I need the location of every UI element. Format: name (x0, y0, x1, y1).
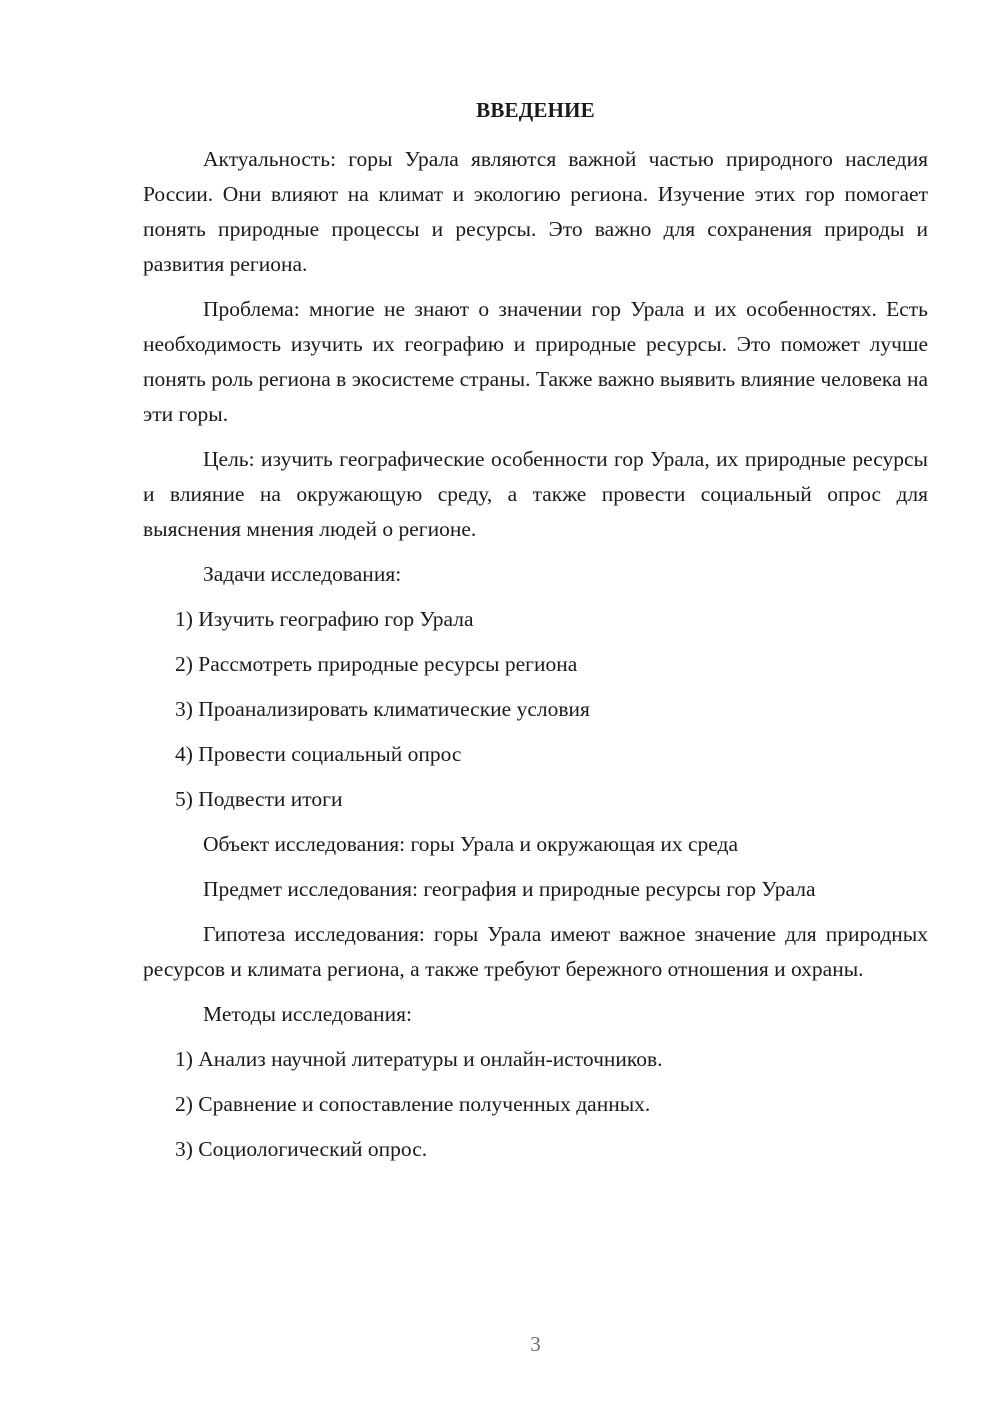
method-item: 2) Сравнение и сопоставление полученных данных. (175, 1092, 651, 1116)
task-item: 3) Проанализировать климатические условия (175, 697, 590, 721)
task-item: 2) Рассмотреть природные ресурсы региона (175, 652, 578, 676)
object-line: Объект исследования: горы Урала и окружающая их среда (203, 832, 739, 856)
section-title: ВВЕДЕНИЕ (476, 98, 595, 122)
task-item: 5) Подвести итоги (175, 787, 343, 811)
hypothesis-paragraph: Гипотеза исследования: горы Урала имеют важное значение для природных ресурсов и климата региона, а также требуют бережного отношения и охраны. (143, 922, 928, 981)
method-item: 1) Анализ научной литературы и онлайн-источников. (175, 1047, 663, 1071)
method-item: 3) Социологический опрос. (175, 1137, 428, 1161)
task-item: 1) Изучить географию гор Урала (175, 607, 474, 631)
document-page (143, 0, 928, 1414)
goal-paragraph: Цель: изучить географические особенности гор Урала, их природные ресурсы и влияние на окружающую среду, а также провести социальный опрос для выяснения мнения людей о регионе. (143, 447, 928, 541)
relevance-paragraph: Актуальность: горы Урала являются важной частью природного наследия России. Они влияют на климат и экологию региона. Изучение этих гор помогает понять природные процессы и ресурсы. Это важно для сохранения природы и развития региона. (143, 147, 928, 276)
tasks-heading: Задачи исследования: (203, 562, 402, 586)
document-body (143, 142, 928, 1177)
problem-paragraph: Проблема: многие не знают о значении гор Урала и их особенностях. Есть необходимость изучить их географию и природные ресурсы. Это поможет лучше понять роль региона в экосистеме страны. Также важно выявить влияние человека на эти горы. (143, 297, 928, 426)
methods-heading: Методы исследования: (203, 1002, 412, 1026)
task-item: 4) Провести социальный опрос (175, 742, 462, 766)
page-number: 3 (530, 1332, 541, 1356)
subject-line: Предмет исследования: география и природные ресурсы гор Урала (203, 877, 816, 901)
